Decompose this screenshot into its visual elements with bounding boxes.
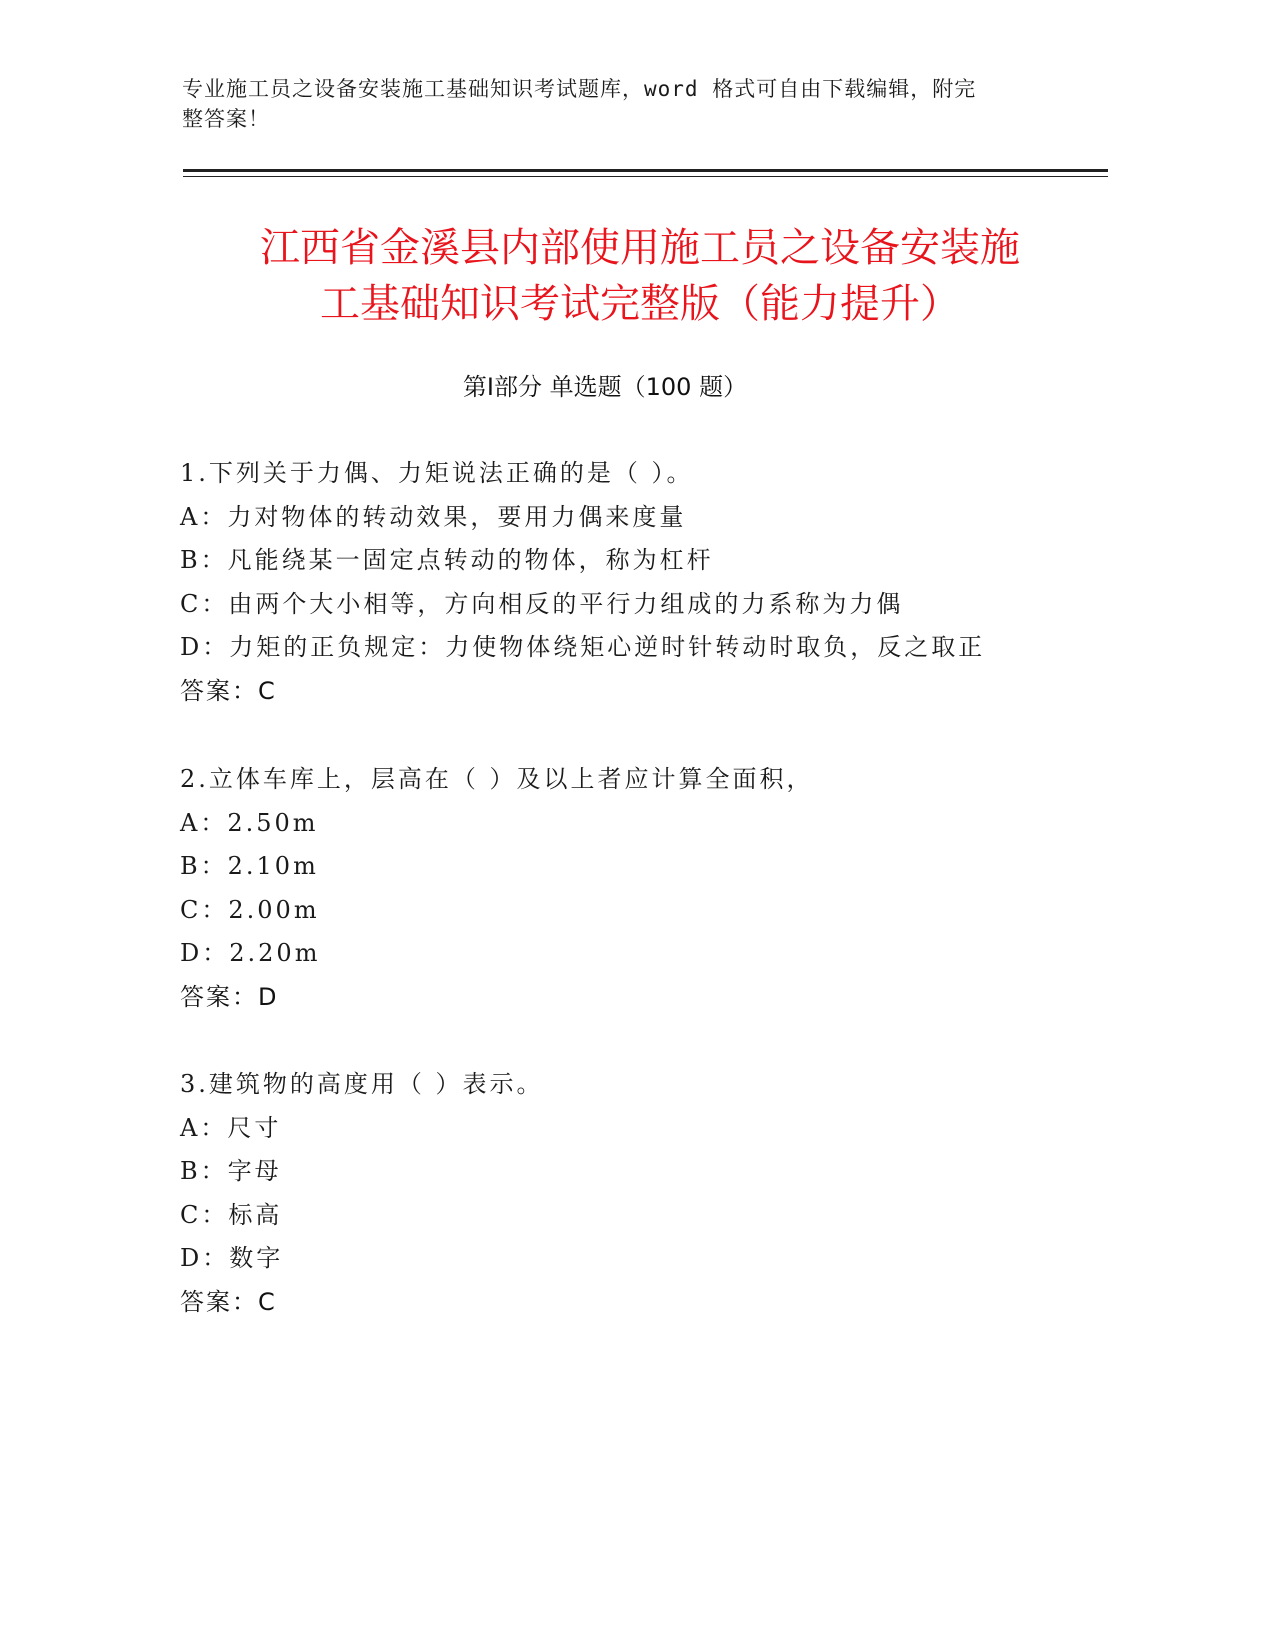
document-title (150, 220, 1130, 332)
header-note-line-1: 专业施工员之设备安装施工基础知识考试题库，word 格式可自由下载编辑，附完 (182, 77, 977, 101)
option-text: 尺寸 (227, 1113, 282, 1142)
option-text: 2.50m (227, 808, 319, 837)
option-c (180, 583, 1080, 627)
option-text: 字母 (227, 1157, 282, 1185)
option-text: 力对物体的转动效果，要用力偶来度量 (227, 502, 687, 531)
option-d (180, 932, 1080, 976)
option-b (180, 845, 1080, 889)
option-label: A： (180, 502, 228, 531)
question-2 (180, 758, 1080, 1019)
option-text: 2.10m (227, 852, 319, 880)
option-b (180, 1150, 1080, 1194)
option-label: A： (180, 808, 228, 837)
document-title-line-1: 江西省金溪县内部使用施工员之设备安装施 (260, 225, 1020, 271)
option-label: D： (180, 633, 230, 661)
question-stem: 3.建筑物的高度用（ ）表示。 (180, 1070, 544, 1098)
option-label: D： (180, 1244, 230, 1272)
option-label: A： (180, 1113, 228, 1142)
header-note (182, 74, 1042, 134)
question-1 (180, 452, 1080, 713)
option-label: B： (180, 546, 228, 574)
option-a (180, 496, 1080, 540)
section-heading: 第Ⅰ部分 单选题（100 题） (462, 373, 748, 401)
document-title-line-2: 工基础知识考试完整版（能力提升） (320, 281, 960, 327)
option-a (180, 1107, 1080, 1151)
option-text: 2.20m (229, 939, 321, 967)
option-text: 由两个大小相等，方向相反的平行力组成的力系称为力偶 (228, 589, 904, 618)
option-label: D： (180, 939, 230, 967)
option-d (180, 626, 1080, 670)
answer: 答案：C (180, 676, 277, 705)
header-divider-thin (183, 176, 1108, 177)
option-d (180, 1237, 1080, 1281)
header-note-line-2: 整答案！ (182, 107, 270, 131)
option-label: C： (180, 589, 229, 618)
option-text: 标高 (228, 1200, 283, 1229)
question-3 (180, 1063, 1080, 1324)
option-label: C： (180, 895, 229, 924)
option-label: B： (180, 852, 228, 880)
question-stem: 2.立体车库上，层高在（ ）及以上者应计算全面积， (180, 765, 814, 793)
option-b (180, 539, 1080, 583)
option-text: 凡能绕某一固定点转动的物体，称为杠杆 (227, 546, 714, 574)
option-label: B： (180, 1157, 228, 1185)
answer: 答案：C (180, 1287, 277, 1316)
option-text: 力矩的正负规定：力使物体绕矩心逆时针转动时取负，反之取正 (229, 633, 986, 661)
question-stem: 1.下列关于力偶、力矩说法正确的是（ ）。 (180, 459, 694, 487)
answer: 答案：D (180, 982, 279, 1011)
option-c (180, 889, 1080, 933)
option-text: 2.00m (228, 895, 320, 924)
option-a (180, 802, 1080, 846)
option-c (180, 1194, 1080, 1238)
header-divider-thick (183, 169, 1108, 172)
option-label: C： (180, 1200, 229, 1229)
option-text: 数字 (229, 1244, 284, 1272)
